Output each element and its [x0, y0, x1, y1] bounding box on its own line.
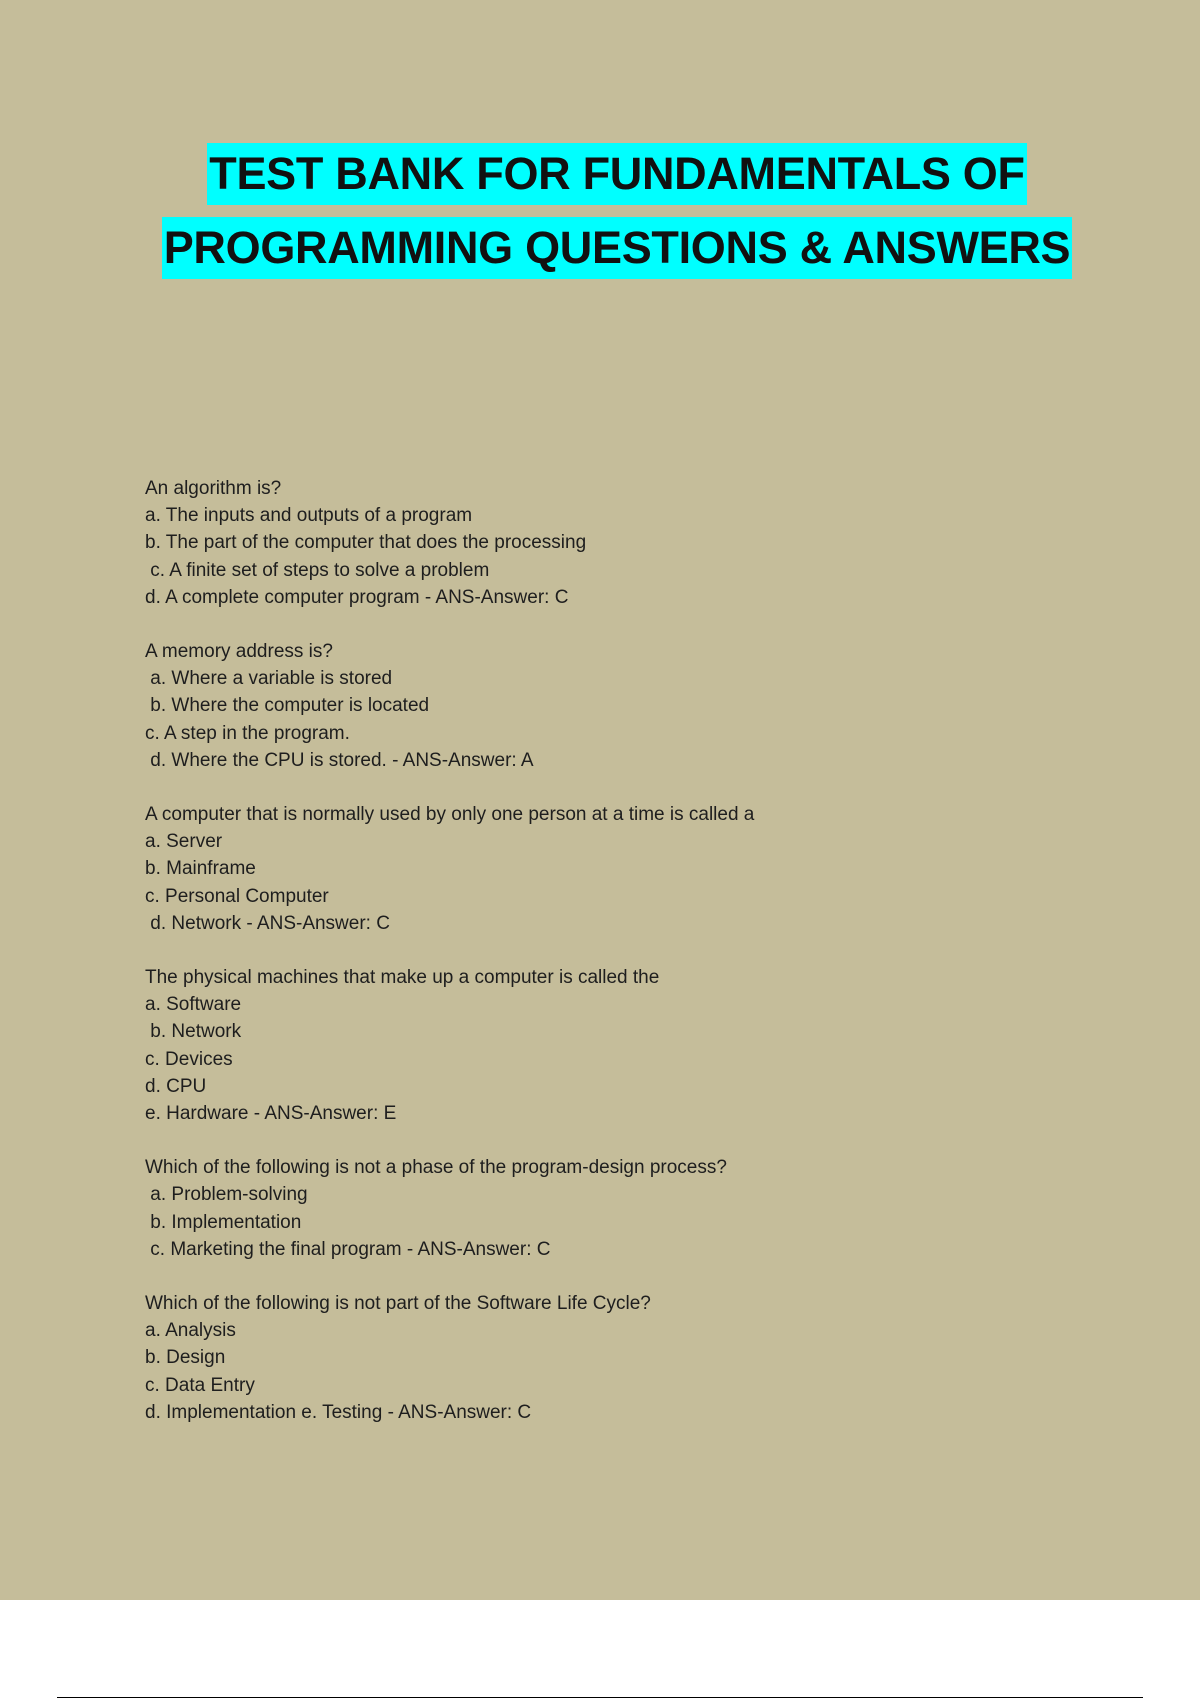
answer-option: d. CPU: [145, 1075, 207, 1097]
answer-option: a. The inputs and outputs of a program: [145, 505, 473, 527]
question-prompt: A computer that is normally used by only one person at a time is called a: [145, 804, 755, 826]
question-prompt: The physical machines that make up a computer is called the: [145, 967, 660, 989]
answer-option: b. Mainframe: [145, 858, 256, 880]
answer-option: d. Network - ANS-Answer: C: [145, 912, 390, 934]
answer-option: d. Where the CPU is stored. - ANS-Answer: A: [145, 749, 534, 771]
answer-option: a. Problem-solving: [145, 1184, 308, 1206]
question-prompt: Which of the following is not a phase of the program-design process?: [145, 1157, 727, 1179]
answer-option: c. A finite set of steps to solve a problem: [145, 559, 490, 581]
answer-option: a. Software: [145, 994, 242, 1016]
title-line-1: TEST BANK FOR FUNDAMENTALS OF: [207, 143, 1026, 205]
answer-option: a. Where a variable is stored: [145, 668, 393, 690]
question-4: [145, 964, 1045, 1127]
answer-option: a. Server: [145, 831, 223, 853]
document-title: [0, 143, 1200, 279]
question-prompt: Which of the following is not part of the Software Life Cycle?: [145, 1293, 651, 1315]
answer-option: b. Network: [145, 1021, 242, 1043]
answer-option: c. Devices: [145, 1048, 233, 1070]
answer-option: a. Analysis: [145, 1320, 236, 1342]
question-5: [145, 1154, 1045, 1263]
answer-option: b. Design: [145, 1347, 226, 1369]
question-prompt: An algorithm is?: [145, 478, 282, 499]
answer-option: b. Implementation: [145, 1211, 302, 1233]
question-list: [145, 475, 1045, 1453]
title-line-2: PROGRAMMING QUESTIONS & ANSWERS: [162, 217, 1073, 279]
question-prompt: A memory address is?: [145, 641, 333, 663]
question-6: [145, 1290, 1045, 1426]
answer-option: c. Data Entry: [145, 1374, 255, 1396]
answer-option: c. Marketing the final program - ANS-Answer: C: [145, 1238, 551, 1260]
answer-option: b. Where the computer is located: [145, 695, 430, 717]
answer-option: d. Implementation e. Testing - ANS-Answer: C: [145, 1401, 532, 1423]
answer-option: c. Personal Computer: [145, 885, 329, 907]
question-3: [145, 801, 1045, 937]
answer-option: e. Hardware - ANS-Answer: E: [145, 1103, 397, 1125]
footer-divider: [57, 1697, 1143, 1698]
answer-option: b. The part of the computer that does the processing: [145, 532, 587, 554]
question-1: [145, 475, 1045, 611]
answer-option: d. A complete computer program - ANS-Answer: C: [145, 586, 569, 608]
question-2: [145, 638, 1045, 774]
answer-option: c. A step in the program.: [145, 722, 350, 744]
